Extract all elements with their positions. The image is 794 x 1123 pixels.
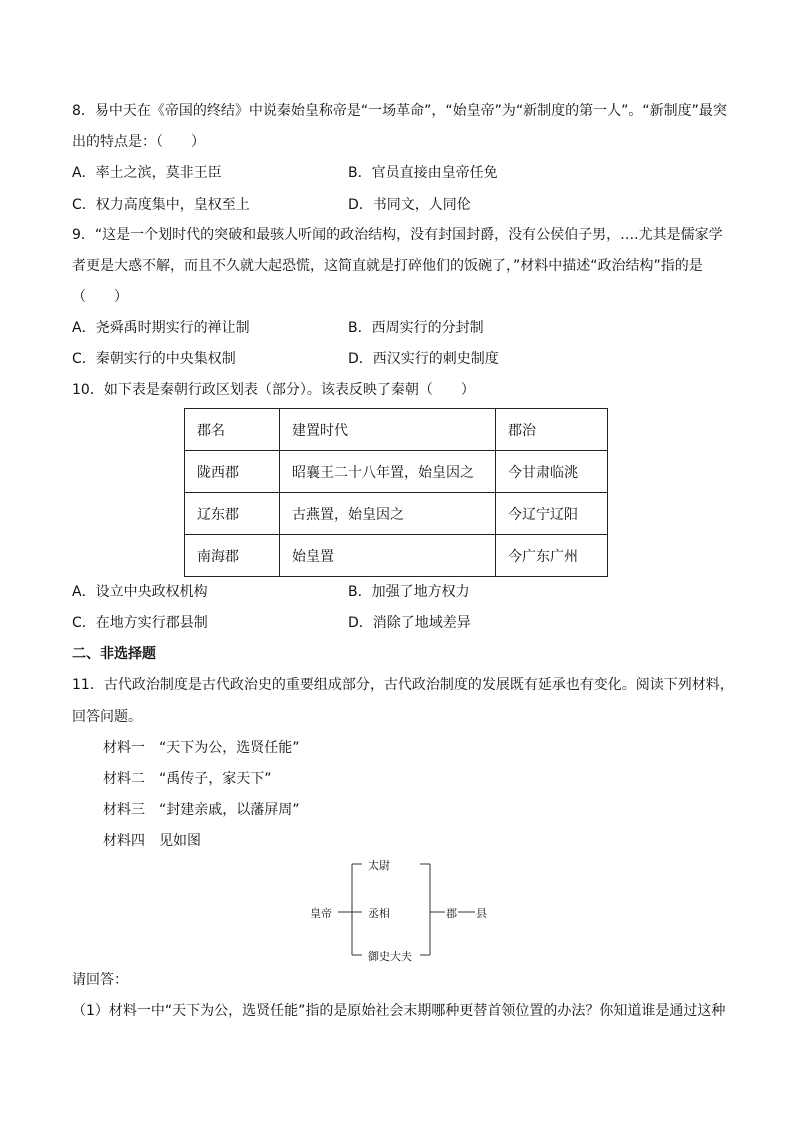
- material-2: 材料二 “禹传子，家天下”: [103, 771, 272, 787]
- q8-option-b: B．官员直接由皇帝任免: [348, 165, 498, 181]
- q9-option-d: D．西汉实行的刺史制度: [348, 351, 499, 367]
- table-header-cell: 郡治: [496, 409, 608, 451]
- q10-option-d: D．消除了地域差异: [348, 615, 471, 631]
- q10-option-a: A．设立中央政权机构: [72, 584, 208, 600]
- material-1: 材料一 “天下为公，选贤任能”: [103, 740, 300, 756]
- node-xian: 县: [476, 907, 487, 920]
- table-header-cell: 郡名: [185, 409, 280, 451]
- table-header-row: [185, 409, 608, 451]
- q9-option-b: B．西周实行的分封制: [348, 320, 484, 336]
- table-cell: 今广东广州: [496, 535, 608, 577]
- table-row: [185, 451, 608, 493]
- government-structure-diagram: [300, 852, 500, 967]
- q8-option-a: A．率土之滨，莫非王臣: [72, 165, 222, 181]
- q9-stem-line3: （ ）: [72, 289, 128, 305]
- q9-stem-line2: 者更是大惑不解，而且不久就大起恐慌，这简直就是打碎他们的饭碗了，”材料中描述“政治结构”指的是: [72, 258, 703, 274]
- node-chengxiang: 丞相: [368, 907, 390, 920]
- q10-option-c: C．在地方实行郡县制: [72, 615, 208, 631]
- table-cell: 古燕置，始皇因之: [280, 493, 496, 535]
- table-cell: 今甘肃临洮: [496, 451, 608, 493]
- q10-option-b: B．加强了地方权力: [348, 584, 470, 600]
- material-4: 材料四 见如图: [103, 833, 201, 849]
- table-row: [185, 493, 608, 535]
- answer-prompt: 请回答：: [72, 972, 128, 988]
- q8-option-d: D．书同文，人同伦: [348, 197, 471, 213]
- table-header-cell: 建置时代: [280, 409, 496, 451]
- q8-stem-line1: 8．易中天在《帝国的终结》中说秦始皇称帝是“一场革命”，“始皇帝”为“新制度的第一人”。“新制度”最突: [72, 103, 727, 119]
- q11-stem-line1: 11．古代政治制度是古代政治史的重要组成部分，古代政治制度的发展既有延承也有变化。阅读下列材料，: [72, 677, 734, 693]
- q11-sub1: （1）材料一中“天下为公，选贤任能”指的是原始社会末期哪种更替首领位置的办法？你知道谁是通过这种: [72, 1003, 726, 1019]
- material-3: 材料三 “封建亲戚，以藩屏周”: [103, 802, 300, 818]
- node-emperor: 皇帝: [310, 907, 332, 920]
- node-jun: 郡: [446, 907, 457, 920]
- q10-stem: 10．如下表是秦朝行政区划表（部分）。该表反映了秦朝（ ）: [72, 382, 475, 398]
- table-cell: 陇西郡: [185, 451, 280, 493]
- q9-option-c: C．秦朝实行的中央集权制: [72, 351, 236, 367]
- table-cell: 昭襄王二十八年置，始皇因之: [280, 451, 496, 493]
- node-taiwei: 太尉: [368, 859, 390, 872]
- table-cell: 始皇置: [280, 535, 496, 577]
- table-cell: 今辽宁辽阳: [496, 493, 608, 535]
- qin-admin-table: [184, 408, 608, 577]
- table-row: [185, 535, 608, 577]
- section-title: 二、非选择题: [72, 646, 156, 662]
- q8-stem-line2: 出的特点是：（ ）: [72, 134, 205, 150]
- q9-stem-line1: 9．“这是一个划时代的突破和最骇人听闻的政治结构，没有封国封爵，没有公侯伯子男，….尤其是儒家学: [72, 227, 723, 243]
- q11-stem-line2: 回答问题。: [72, 709, 142, 725]
- q8-option-c: C．权力高度集中，皇权至上: [72, 197, 250, 213]
- q9-option-a: A．尧舜禹时期实行的禅让制: [72, 320, 250, 336]
- table-cell: 南海郡: [185, 535, 280, 577]
- table-cell: 辽东郡: [185, 493, 280, 535]
- node-yushi-dafu: 御史大夫: [368, 950, 412, 963]
